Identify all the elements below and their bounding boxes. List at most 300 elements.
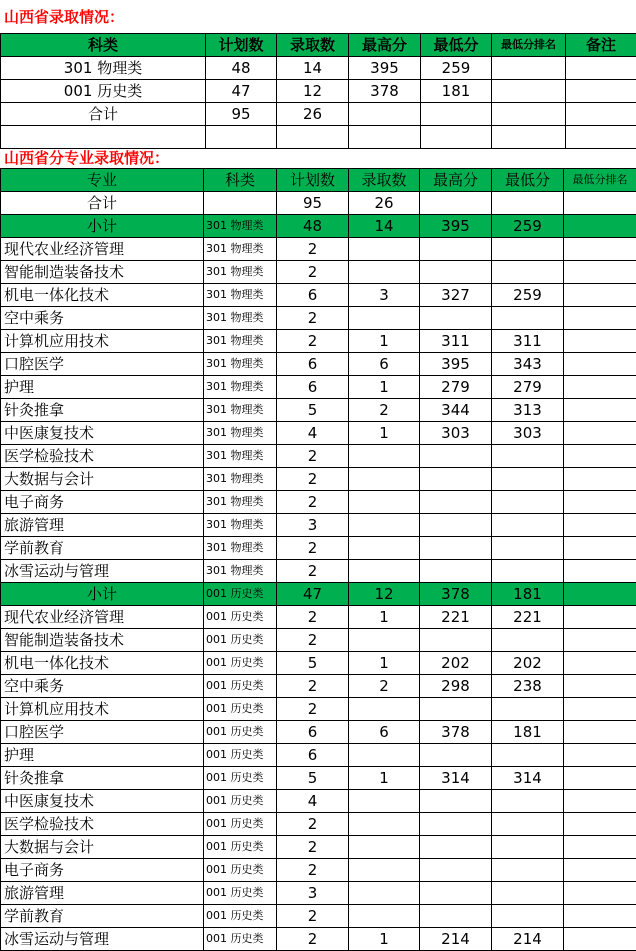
header-min-rank: 最低分排名	[564, 169, 636, 192]
cell-rank	[492, 80, 566, 103]
table-row	[1, 80, 636, 103]
cell-max	[420, 905, 492, 928]
cell-major: 学前教育	[1, 537, 204, 560]
header-admitted: 录取数	[277, 34, 349, 57]
cell-category: 001 历史类	[204, 905, 277, 928]
blank-cell	[421, 126, 492, 149]
cell-rank	[564, 192, 636, 215]
cell-major: 大数据与会计	[1, 468, 204, 491]
cell-admitted: 1	[349, 928, 420, 951]
cell-rank	[564, 583, 636, 606]
cell-min: 238	[492, 675, 564, 698]
cell-max: 344	[420, 399, 492, 422]
cell-min	[492, 698, 564, 721]
cell-min	[492, 514, 564, 537]
table-row	[1, 606, 636, 629]
cell-rank	[564, 790, 636, 813]
cell-plan: 5	[277, 767, 349, 790]
cell-category: 301 物理类	[204, 376, 277, 399]
cell-max	[420, 629, 492, 652]
cell-admitted	[349, 307, 420, 330]
cell-plan: 2	[277, 445, 349, 468]
cell-plan: 2	[277, 330, 349, 353]
cell-major: 计算机应用技术	[1, 698, 204, 721]
cell-major: 中医康复技术	[1, 790, 204, 813]
table-row	[1, 468, 636, 491]
cell-major: 口腔医学	[1, 721, 204, 744]
cell-category: 001 历史类	[204, 790, 277, 813]
cell-min: 259	[421, 57, 492, 80]
cell-rank	[564, 537, 636, 560]
cell-category: 001 历史类	[204, 721, 277, 744]
cell-category: 001 历史类	[204, 629, 277, 652]
blank-cell	[566, 126, 636, 149]
cell-admitted: 6	[349, 353, 420, 376]
cell-min: 259	[492, 284, 564, 307]
cell-plan: 6	[277, 353, 349, 376]
cell-min: 279	[492, 376, 564, 399]
cell-major: 机电一体化技术	[1, 652, 204, 675]
table-row-total	[1, 192, 636, 215]
cell-category: 301 物理类	[204, 514, 277, 537]
table-header-row	[1, 34, 636, 57]
cell-category: 301 物理类	[204, 330, 277, 353]
cell-major: 合计	[1, 192, 204, 215]
cell-plan: 6	[277, 721, 349, 744]
cell-plan: 6	[277, 376, 349, 399]
table-row	[1, 698, 636, 721]
cell-major: 电子商务	[1, 491, 204, 514]
cell-min	[492, 629, 564, 652]
cell-plan: 95	[206, 103, 277, 126]
table-header-row	[1, 169, 636, 192]
cell-category: 001 历史类	[204, 744, 277, 767]
cell-admitted	[349, 560, 420, 583]
cell-major: 医学检验技术	[1, 445, 204, 468]
cell-max	[420, 238, 492, 261]
cell-rank	[564, 928, 636, 951]
cell-category: 301 物理类	[204, 261, 277, 284]
cell-min: 311	[492, 330, 564, 353]
cell-category: 001 历史类	[204, 882, 277, 905]
cell-major: 现代农业经济管理	[1, 606, 204, 629]
table-row	[1, 859, 636, 882]
blank-cell	[492, 126, 566, 149]
cell-rank	[564, 606, 636, 629]
cell-admitted: 1	[349, 767, 420, 790]
cell-category: 301 物理类	[204, 284, 277, 307]
cell-admitted	[349, 790, 420, 813]
cell-min: 181	[492, 721, 564, 744]
blank-cell	[206, 126, 277, 149]
cell-major: 机电一体化技术	[1, 284, 204, 307]
cell-rank	[564, 560, 636, 583]
cell-min: 202	[492, 652, 564, 675]
cell-plan: 2	[277, 537, 349, 560]
cell-min	[492, 560, 564, 583]
cell-min: 214	[492, 928, 564, 951]
cell-max: 395	[349, 57, 421, 80]
cell-admitted	[349, 905, 420, 928]
cell-max	[349, 103, 421, 126]
cell-max	[420, 813, 492, 836]
table-row	[1, 284, 636, 307]
cell-admitted: 12	[277, 80, 349, 103]
cell-max	[420, 445, 492, 468]
header-category: 科类	[1, 34, 206, 57]
cell-max	[420, 192, 492, 215]
cell-major: 小计	[1, 583, 204, 606]
cell-rank	[564, 813, 636, 836]
cell-plan: 2	[277, 560, 349, 583]
cell-category: 001 历史类	[204, 836, 277, 859]
cell-plan: 95	[277, 192, 349, 215]
cell-rank	[564, 307, 636, 330]
cell-plan: 2	[277, 468, 349, 491]
table-row	[1, 353, 636, 376]
cell-min	[492, 905, 564, 928]
cell-admitted: 3	[349, 284, 420, 307]
cell-max	[420, 560, 492, 583]
cell-admitted	[349, 813, 420, 836]
cell-admitted: 14	[349, 215, 420, 238]
cell-min	[421, 103, 492, 126]
section1-title: 山西省录取情况：	[4, 8, 125, 26]
cell-admitted: 12	[349, 583, 420, 606]
cell-admitted: 1	[349, 376, 420, 399]
table-row	[1, 928, 636, 951]
cell-rank	[564, 905, 636, 928]
blank-cell	[349, 126, 421, 149]
cell-max	[420, 468, 492, 491]
cell-category: 301 物理类	[204, 307, 277, 330]
header-plan: 计划数	[206, 34, 277, 57]
cell-category: 301 物理类	[1, 57, 206, 80]
cell-rank	[564, 330, 636, 353]
cell-rank	[564, 629, 636, 652]
cell-admitted	[349, 445, 420, 468]
cell-rank	[564, 261, 636, 284]
cell-min	[492, 537, 564, 560]
cell-max	[420, 836, 492, 859]
header-min-score: 最低分	[421, 34, 492, 57]
cell-admitted: 1	[349, 330, 420, 353]
cell-rank	[564, 215, 636, 238]
cell-max: 378	[349, 80, 421, 103]
cell-admitted	[349, 629, 420, 652]
cell-admitted	[349, 744, 420, 767]
cell-category: 301 物理类	[204, 537, 277, 560]
table-row-total	[1, 103, 636, 126]
cell-plan: 2	[277, 905, 349, 928]
table-row	[1, 399, 636, 422]
cell-rank	[564, 284, 636, 307]
cell-admitted	[349, 698, 420, 721]
cell-max: 311	[420, 330, 492, 353]
cell-rank	[564, 767, 636, 790]
cell-major: 护理	[1, 744, 204, 767]
section2-title: 山西省分专业录取情况：	[4, 149, 170, 167]
table-row	[1, 744, 636, 767]
table-row	[1, 261, 636, 284]
cell-plan: 2	[277, 813, 349, 836]
cell-admitted: 14	[277, 57, 349, 80]
cell-max	[420, 790, 492, 813]
table-row	[1, 882, 636, 905]
header-min-score: 最低分	[492, 169, 564, 192]
cell-rank	[564, 652, 636, 675]
blank-cell	[1, 126, 206, 149]
cell-rank	[564, 468, 636, 491]
cell-notes	[566, 103, 636, 126]
cell-max: 298	[420, 675, 492, 698]
cell-category: 301 物理类	[204, 468, 277, 491]
cell-category: 301 物理类	[204, 445, 277, 468]
cell-rank	[564, 353, 636, 376]
table-row	[1, 675, 636, 698]
table-row	[1, 905, 636, 928]
cell-rank	[564, 422, 636, 445]
table-row	[1, 445, 636, 468]
cell-admitted	[349, 468, 420, 491]
cell-plan: 6	[277, 744, 349, 767]
cell-plan: 5	[277, 652, 349, 675]
cell-max: 327	[420, 284, 492, 307]
cell-min	[492, 445, 564, 468]
cell-min	[492, 261, 564, 284]
cell-plan: 2	[277, 606, 349, 629]
cell-admitted: 26	[277, 103, 349, 126]
cell-plan: 2	[277, 629, 349, 652]
cell-category: 301 物理类	[204, 560, 277, 583]
table-row	[1, 330, 636, 353]
header-max-score: 最高分	[420, 169, 492, 192]
cell-major: 口腔医学	[1, 353, 204, 376]
cell-major: 学前教育	[1, 905, 204, 928]
cell-admitted	[349, 261, 420, 284]
table-row	[1, 721, 636, 744]
cell-max: 214	[420, 928, 492, 951]
table-row	[1, 422, 636, 445]
table-row	[1, 537, 636, 560]
cell-major: 护理	[1, 376, 204, 399]
cell-major: 电子商务	[1, 859, 204, 882]
header-category: 科类	[204, 169, 277, 192]
cell-rank	[492, 103, 566, 126]
header-plan: 计划数	[277, 169, 349, 192]
cell-max: 303	[420, 422, 492, 445]
cell-plan: 2	[277, 928, 349, 951]
table-row	[1, 307, 636, 330]
cell-rank	[564, 445, 636, 468]
cell-category: 301 物理类	[204, 353, 277, 376]
cell-min	[492, 238, 564, 261]
table-row	[1, 57, 636, 80]
table-row	[1, 629, 636, 652]
cell-admitted	[349, 514, 420, 537]
cell-plan: 2	[277, 675, 349, 698]
cell-max: 395	[420, 215, 492, 238]
cell-plan: 2	[277, 238, 349, 261]
cell-max: 378	[420, 721, 492, 744]
cell-category: 301 物理类	[204, 422, 277, 445]
cell-max	[420, 537, 492, 560]
cell-category: 001 历史类	[204, 606, 277, 629]
cell-min	[492, 859, 564, 882]
cell-admitted: 6	[349, 721, 420, 744]
table-row-subtotal	[1, 215, 636, 238]
cell-plan: 5	[277, 399, 349, 422]
cell-major: 空中乘务	[1, 675, 204, 698]
cell-plan: 6	[277, 284, 349, 307]
major-admission-table	[0, 168, 636, 951]
cell-admitted	[349, 836, 420, 859]
cell-category: 001 历史类	[204, 698, 277, 721]
cell-rank	[564, 721, 636, 744]
table-row	[1, 767, 636, 790]
header-min-rank: 最低分排名	[492, 34, 566, 57]
cell-category: 合计	[1, 103, 206, 126]
cell-admitted: 1	[349, 422, 420, 445]
cell-category: 001 历史类	[204, 652, 277, 675]
cell-min: 259	[492, 215, 564, 238]
cell-max	[420, 261, 492, 284]
cell-rank	[564, 836, 636, 859]
cell-admitted: 1	[349, 606, 420, 629]
cell-major: 计算机应用技术	[1, 330, 204, 353]
cell-min	[492, 744, 564, 767]
cell-major: 中医康复技术	[1, 422, 204, 445]
cell-max: 202	[420, 652, 492, 675]
cell-major: 冰雪运动与管理	[1, 560, 204, 583]
cell-category: 301 物理类	[204, 491, 277, 514]
cell-max: 221	[420, 606, 492, 629]
cell-rank	[564, 491, 636, 514]
cell-major: 旅游管理	[1, 514, 204, 537]
cell-min: 343	[492, 353, 564, 376]
cell-rank	[564, 238, 636, 261]
cell-major: 大数据与会计	[1, 836, 204, 859]
cell-category: 001 历史类	[204, 928, 277, 951]
cell-major: 针灸推拿	[1, 767, 204, 790]
cell-rank	[564, 859, 636, 882]
cell-plan: 48	[277, 215, 349, 238]
cell-category: 301 物理类	[204, 215, 277, 238]
cell-admitted: 1	[349, 652, 420, 675]
table-row	[1, 514, 636, 537]
cell-min	[492, 836, 564, 859]
cell-admitted	[349, 491, 420, 514]
cell-admitted	[349, 238, 420, 261]
cell-min	[492, 813, 564, 836]
cell-category: 301 物理类	[204, 238, 277, 261]
cell-admitted	[349, 537, 420, 560]
cell-major: 现代农业经济管理	[1, 238, 204, 261]
cell-major: 冰雪运动与管理	[1, 928, 204, 951]
cell-category: 001 历史类	[204, 859, 277, 882]
cell-plan: 4	[277, 790, 349, 813]
header-notes: 备注	[566, 34, 636, 57]
cell-max	[420, 698, 492, 721]
cell-min: 303	[492, 422, 564, 445]
cell-max: 314	[420, 767, 492, 790]
header-major: 专业	[1, 169, 204, 192]
cell-major: 旅游管理	[1, 882, 204, 905]
admission-summary-table	[0, 33, 636, 149]
cell-rank	[564, 376, 636, 399]
table-row	[1, 376, 636, 399]
table-row	[1, 652, 636, 675]
cell-plan: 47	[277, 583, 349, 606]
cell-plan: 2	[277, 698, 349, 721]
cell-min	[492, 491, 564, 514]
table-row	[1, 836, 636, 859]
cell-max: 279	[420, 376, 492, 399]
cell-max: 395	[420, 353, 492, 376]
table-row-subtotal	[1, 583, 636, 606]
cell-major: 小计	[1, 215, 204, 238]
cell-rank	[564, 744, 636, 767]
cell-min: 181	[492, 583, 564, 606]
cell-major: 智能制造装备技术	[1, 261, 204, 284]
cell-max	[420, 859, 492, 882]
blank-row	[1, 126, 636, 149]
cell-plan: 3	[277, 882, 349, 905]
cell-admitted	[349, 859, 420, 882]
cell-notes	[566, 57, 636, 80]
cell-category: 001 历史类	[204, 813, 277, 836]
cell-min	[492, 307, 564, 330]
cell-plan: 2	[277, 491, 349, 514]
cell-rank	[564, 514, 636, 537]
cell-category: 301 物理类	[204, 399, 277, 422]
cell-major: 空中乘务	[1, 307, 204, 330]
cell-plan: 2	[277, 836, 349, 859]
header-max-score: 最高分	[349, 34, 421, 57]
blank-cell	[277, 126, 349, 149]
table-row	[1, 560, 636, 583]
cell-max	[420, 514, 492, 537]
cell-plan: 2	[277, 261, 349, 284]
table-row	[1, 813, 636, 836]
cell-min	[492, 468, 564, 491]
cell-max	[420, 882, 492, 905]
cell-min	[492, 790, 564, 813]
cell-min	[492, 882, 564, 905]
cell-major: 智能制造装备技术	[1, 629, 204, 652]
cell-max: 378	[420, 583, 492, 606]
cell-admitted: 2	[349, 399, 420, 422]
cell-admitted: 26	[349, 192, 420, 215]
table-row	[1, 238, 636, 261]
cell-plan: 2	[277, 859, 349, 882]
cell-rank	[492, 57, 566, 80]
cell-category: 001 历史类	[204, 675, 277, 698]
cell-max	[420, 491, 492, 514]
cell-min	[492, 192, 564, 215]
cell-major: 医学检验技术	[1, 813, 204, 836]
cell-max	[420, 744, 492, 767]
cell-plan: 47	[206, 80, 277, 103]
cell-admitted: 2	[349, 675, 420, 698]
cell-max	[420, 307, 492, 330]
table-row	[1, 790, 636, 813]
cell-rank	[564, 698, 636, 721]
cell-rank	[564, 675, 636, 698]
cell-category	[204, 192, 277, 215]
cell-major: 针灸推拿	[1, 399, 204, 422]
cell-category: 001 历史类	[204, 767, 277, 790]
